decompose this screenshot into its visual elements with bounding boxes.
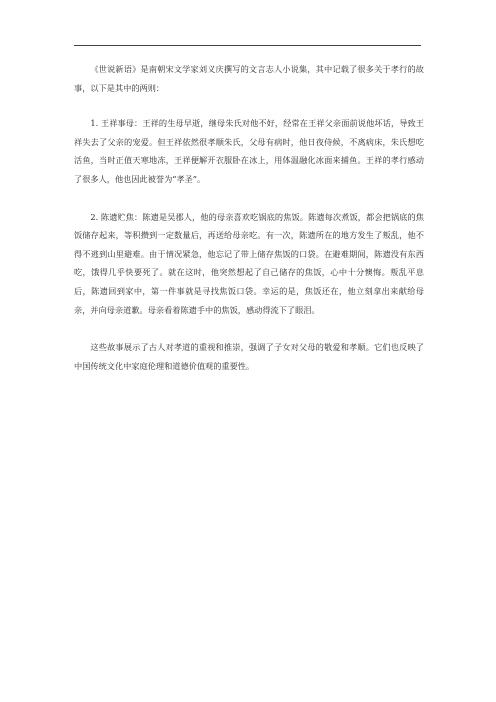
header-rule	[74, 45, 421, 46]
story-wang-xiang: 1. 王祥事母：王祥的生母早逝，继母朱氏对他不好，经常在王祥父亲面前说他坏话，导致王祥失去了父亲的宠爱。但王祥依然很孝顺朱氏，父母有病时，他日夜侍候，不离病床，朱氏想吃活鱼，当时正值天寒地冻，王祥便解开衣服卧在冰上，用体温融化冰面来捕鱼。王祥的孝行感动了很多人，他也因此被誉为“孝圣”。	[74, 118, 424, 184]
conclusion-paragraph: 这些故事展示了古人对孝道的重视和推崇，强调了子女对父母的敬爱和孝顺。它们也反映了中国传统文化中家庭伦理和道德价值观的重要性。	[74, 342, 424, 371]
story-chen-yi: 2. 陈遗贮焦：陈遗是吴郡人，他的母亲喜欢吃锅底的焦饭。陈遗每次煮饭，都会把锅底的焦饭储存起来，等积攒到一定数量后，再送给母亲吃。有一次，陈遗所在的地方发生了叛乱，他不得不逃到山里避难。由于情况紧急，他忘记了带上储存焦饭的口袋。在避难期间，陈遗没有东西吃，饿得几乎快要死了。就在这时，他突然想起了自己储存的焦饭，心中十分懊悔。叛乱平息后，陈遗回到家中，第一件事就是寻找焦饭口袋。幸运的是，焦饭还在，他立刻拿出来献给母亲，并向母亲道歉。母亲看着陈遗手中的焦饭，感动得流下了眼泪。	[74, 211, 424, 315]
document-body	[74, 60, 424, 375]
intro-paragraph: 《世说新语》是南朝宋文学家刘义庆撰写的文言志人小说集，其中记载了很多关于孝行的故事，以下是其中的两则：	[74, 64, 424, 93]
